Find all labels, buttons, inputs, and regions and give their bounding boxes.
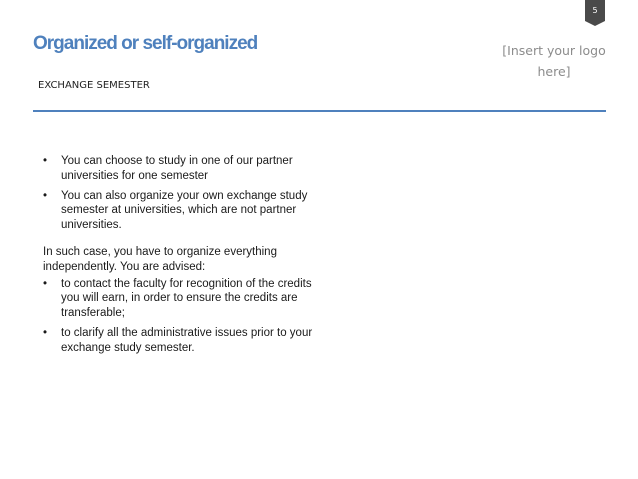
list-item [43, 277, 333, 321]
slide-body [43, 154, 333, 361]
list-item [43, 154, 333, 184]
list-item-text: to contact the faculty for recognition of the credits you will earn, in order to ensure the credits are transferable; [61, 277, 312, 320]
bullet-icon: • [43, 189, 48, 202]
page-number: 5 [592, 6, 598, 15]
bullet-list-bottom [43, 277, 333, 356]
list-item [43, 189, 333, 233]
bullet-list-top [43, 154, 333, 233]
bullet-icon: • [43, 277, 48, 290]
bullet-icon: • [43, 155, 48, 167]
body-paragraph: In such case, you have to organize everything independently. You are advised: [43, 245, 277, 273]
list-item-text: You can choose to study in one of our partner universities for one semester [61, 155, 293, 182]
bullet-icon: • [43, 326, 48, 339]
slide-title: Organized or self-organized [33, 33, 258, 54]
list-item-text: to clarify all the administrative issues prior to your exchange study semester. [61, 326, 313, 354]
slide-subtitle: EXCHANGE SEMESTER [38, 80, 150, 91]
list-item [43, 326, 333, 356]
list-item-text: You can also organize your own exchange study semester at universities, which are not partner universities. [61, 189, 308, 232]
title-divider [33, 110, 606, 112]
logo-placeholder: [Insert your logo here] [502, 43, 606, 79]
page-number-badge [585, 0, 605, 26]
